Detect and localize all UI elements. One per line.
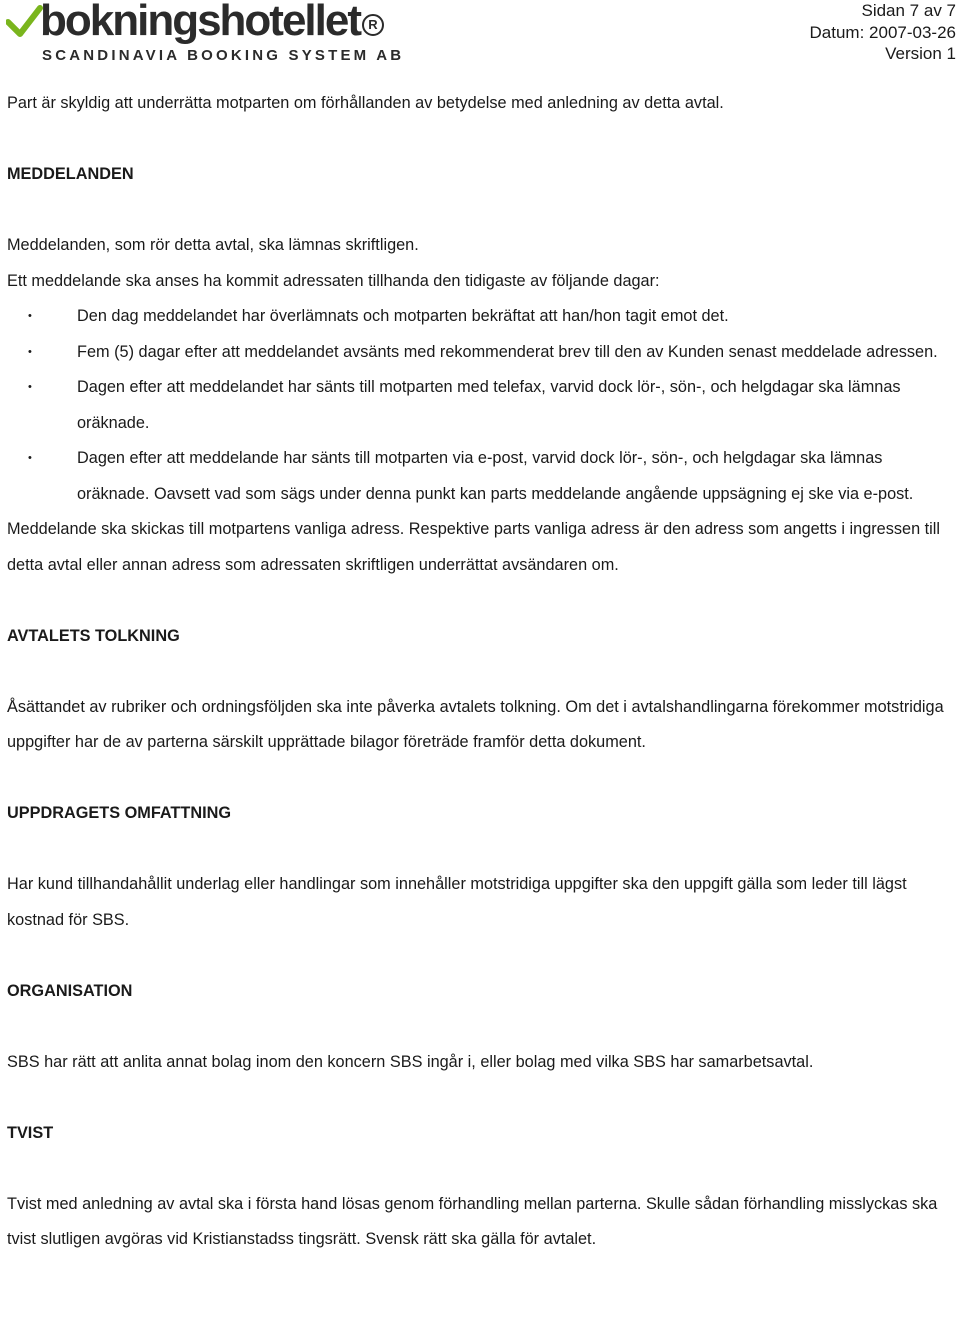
bullet-icon: • (28, 310, 32, 322)
section-heading-meddelanden: MEDDELANDEN (7, 165, 134, 183)
page-header-info (810, 0, 956, 65)
meddelanden-paragraph-1: Meddelanden, som rör detta avtal, ska lämnas skriftligen. (7, 236, 419, 254)
organisation-paragraph: SBS har rätt att anlita annat bolag inom den koncern SBS ingår i, eller bolag med vilka SBS har samarbetsavtal. (7, 1052, 814, 1071)
list-item: • Dagen efter att meddelande har sänts till motparten via e-post, varvid dock lör-, sön-, och helgdagar ska lämnas oräknade. Oavsett vad som sägs under denna punkt kan parts meddelande angående uppsägning ej ske via e-post. (7, 441, 955, 512)
logo-subtitle: SCANDINAVIA BOOKING SYSTEM AB (42, 47, 405, 64)
list-item: • Dagen efter att meddelandet har sänts till motparten med telefax, varvid dock lör-, sön-, och helgdagar ska lämnas oräknade. (7, 370, 955, 441)
section-heading-omfattning: UPPDRAGETS OMFATTNING (7, 804, 232, 822)
document-date: Datum: 2007-03-26 (809, 22, 956, 42)
meddelanden-paragraph-3: Meddelande ska skickas till motpartens vanliga adress. Respektive parts vanliga adress är den adress som angetts i ingressen till detta avtal eller annan adress som adressaten skriftligen underrättat avsändaren om. (7, 520, 941, 574)
page-number: Sidan 7 av 7 (861, 1, 956, 20)
bullet-icon: • (28, 452, 32, 464)
bullet-icon: • (28, 381, 32, 393)
registered-mark-icon: R (362, 14, 384, 36)
tvist-paragraph: Tvist med anledning av avtal ska i första hand lösas genom förhandling mellan parterna. Skulle sådan förhandling misslyckas ska tvist slutligen avgöras vid Kristianstadss tingsrätt. Svensk rätt ska gälla för avtalet. (7, 1194, 938, 1248)
meddelanden-bullet-list (7, 299, 955, 512)
list-item: • Fem (5) dagar efter att meddelandet avsänts med rekommenderat brev till den av Kunden senast meddelade adressen. (7, 335, 955, 371)
document-body (7, 86, 955, 1258)
bullet-icon: • (28, 345, 32, 358)
section-heading-organisation: ORGANISATION (7, 981, 133, 1000)
omfattning-paragraph: Har kund tillhandahållit underlag eller handlingar som innehåller motstridiga uppgifter ska den uppgift gälla som leder till lägst kostnad för SBS. (7, 875, 907, 929)
document-version: Version 1 (885, 44, 956, 63)
tolkning-paragraph: Åsättandet av rubriker och ordningsföljden ska inte påverka avtalets tolkning. Om det i avtalshandlingarna förekommer motstridiga uppgifter har de av parterna särskilt upprättade bilagor företräde framför detta dokument. (7, 697, 944, 751)
section-heading-tolkning: AVTALETS TOLKNING (7, 626, 180, 645)
logo-wordmark: bokningshotellet (40, 0, 360, 45)
intro-paragraph: Part är skyldig att underrätta motparten om förhållanden av betydelse med anledning av detta avtal. (7, 94, 724, 112)
section-heading-tvist: TVIST (7, 1123, 54, 1142)
meddelanden-paragraph-2: Ett meddelande ska anses ha kommit adressaten tillhanda den tidigaste av följande dagar: (7, 271, 660, 290)
company-logo (6, 2, 406, 66)
list-item: • Den dag meddelandet har överlämnats och motparten bekräftat att han/hon tagit emot det. (7, 299, 955, 335)
